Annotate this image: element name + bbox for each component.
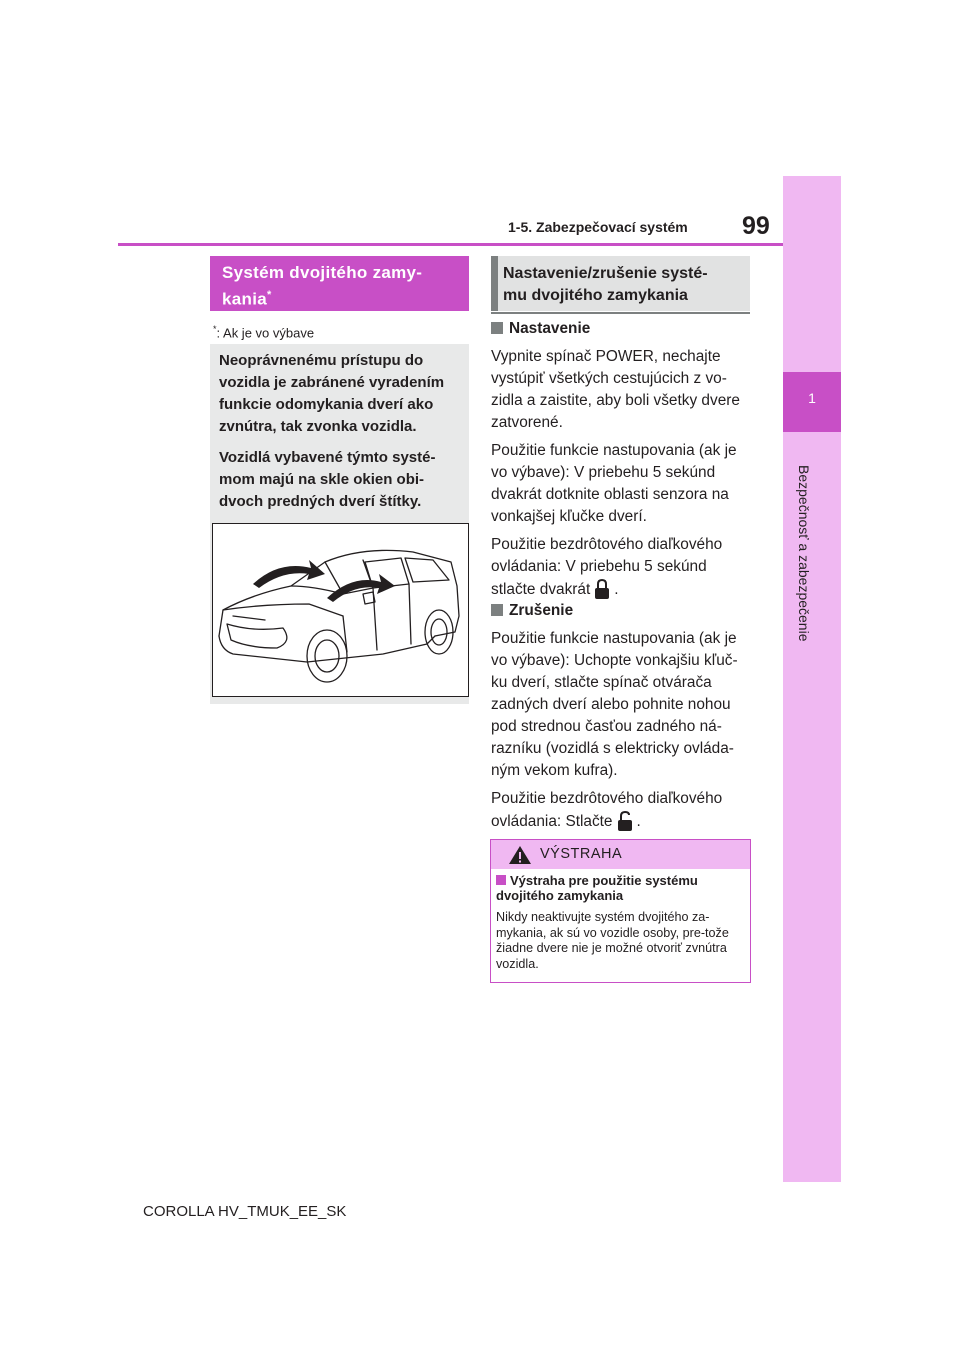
setting-section — [491, 318, 753, 607]
setting-paragraph-2: Použitie funkcie nastupovania (ak je vo výbave): V priebehu 5 sekúnd dvakrát dotknite oblasti senzora na vonkajšej kľučke dverí. — [491, 442, 737, 525]
cancel-section — [491, 600, 753, 839]
footnote-star: * — [213, 324, 217, 334]
setting-paragraph-3 — [491, 534, 753, 607]
unlock-icon — [617, 810, 633, 839]
setting-title: Nastavenie — [509, 320, 591, 337]
cancel-heading — [491, 600, 753, 622]
footnote-marker: * — [266, 289, 272, 301]
setting-paragraph-1: Vypnite spínač POWER, nechajte vystúpiť všetkých cestujúcich z vo-zidla a zaistite, aby boli všetky dvere zatvorené. — [491, 348, 740, 431]
footnote — [213, 324, 314, 340]
footer-model: COROLLA HV_TMUK_EE_SK — [143, 1203, 347, 1220]
warning-subtitle-text: Výstraha pre použitie systému dvojitého zamykania — [496, 873, 698, 903]
section-title: 1-5. Zabezpečovací systém — [508, 219, 688, 235]
intro-text — [219, 350, 465, 522]
chapter-number: 1 — [808, 390, 816, 406]
warning-subtitle — [496, 873, 744, 903]
warning-triangle-icon — [508, 845, 532, 870]
cancel-title: Zrušenie — [509, 602, 574, 619]
warning-bullet-icon — [496, 875, 506, 885]
cancel-paragraph-1: Použitie funkcie nastupovania (ak je vo výbave): Uchopte vonkajšiu kľuč-ku dverí, stlačte spínač otvárača zadných dverí alebo pohnite nohou pod strednou časťou zadného ná-razníku (vozidlá s elektricky ovláda-ným vekom kufra). — [491, 630, 738, 779]
cancel-paragraph-2 — [491, 788, 753, 839]
warning-title: VÝSTRAHA — [540, 846, 623, 862]
right-heading-line2: mu dvojitého zamykania — [503, 287, 688, 304]
setting-paragraph-3-end: . — [614, 581, 619, 598]
right-heading — [503, 263, 748, 307]
right-heading-accent — [491, 256, 498, 311]
left-heading-line1: Systém dvojitého zamy- — [222, 263, 423, 282]
cancel-paragraph-2-text: Použitie bezdrôtového diaľkového ovládania: Stlačte — [491, 790, 723, 830]
car-illustration — [212, 523, 469, 697]
page-number: 99 — [742, 212, 770, 240]
bullet-square-icon — [491, 604, 503, 616]
cancel-paragraph-2-end: . — [636, 813, 641, 830]
right-heading-underline — [491, 312, 750, 314]
car-drawing-icon — [213, 524, 468, 696]
chapter-side-tab — [783, 176, 841, 1182]
bullet-square-icon — [491, 322, 503, 334]
intro-paragraph-1: Neoprávnenému prístupu do vozidla je zabránené vyradením funkcie odomykania dverí ako zvnútra, tak zvonka vozidla. — [219, 352, 445, 435]
right-heading-line1: Nastavenie/zrušenie systé- — [503, 265, 708, 282]
footnote-text: : Ak je vo výbave — [216, 325, 315, 341]
left-heading-line2: kania — [222, 289, 267, 309]
header-rule — [118, 243, 783, 246]
setting-heading — [491, 318, 753, 340]
intro-paragraph-2: Vozidlá vybavené týmto systé-mom majú na skle okien obi-dvoch predných dverí štítky. — [219, 449, 436, 510]
setting-paragraph-3-text: Použitie bezdrôtového diaľkového ovládania: V priebehu 5 sekúnd stlačte dvakrát — [491, 536, 723, 598]
warning-text: Nikdy neaktivujte systém dvojitého za-mykania, ak sú vo vozidle osoby, pre-tože žiadne dvere nie je možné otvoriť zvnútra vozidla. — [496, 910, 729, 971]
chapter-title: Bezpečnosť a zabezpečenie — [796, 465, 812, 642]
left-heading — [222, 262, 467, 311]
